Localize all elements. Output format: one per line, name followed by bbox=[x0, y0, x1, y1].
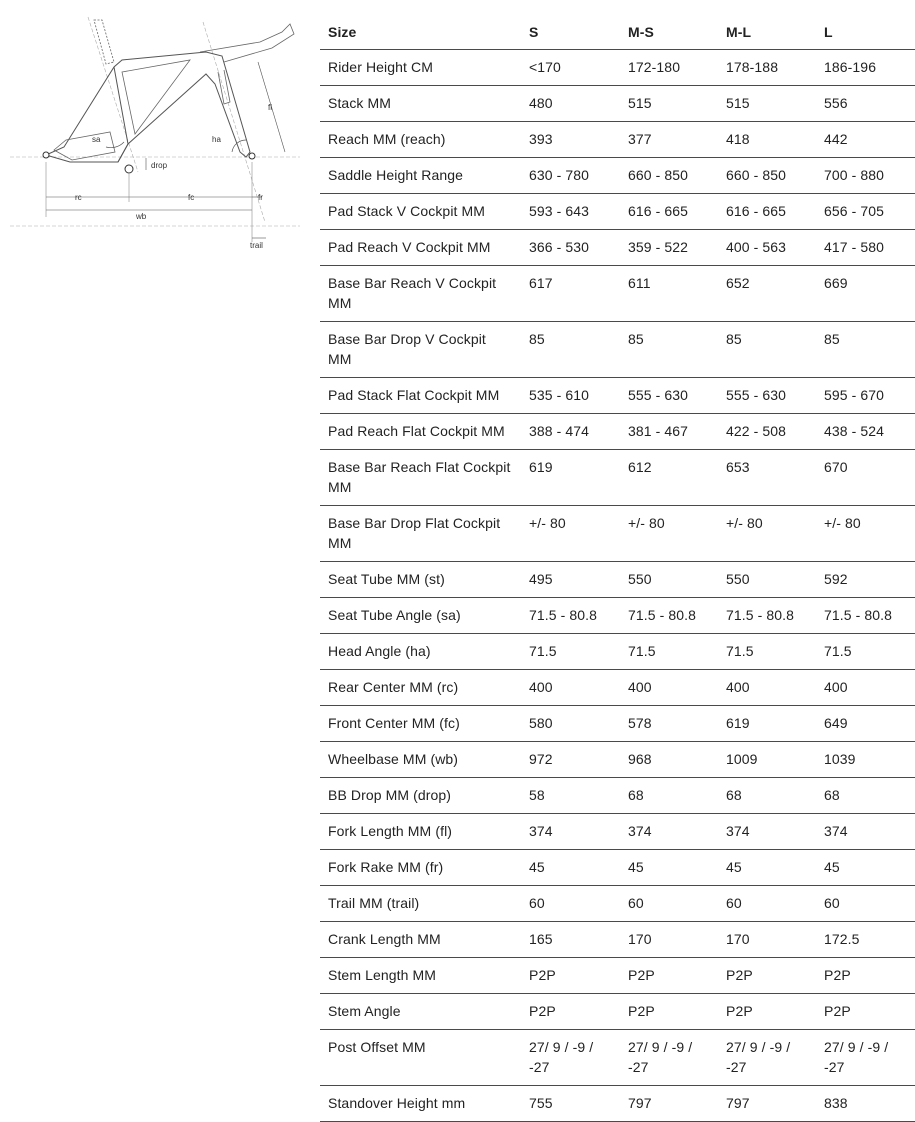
table-cell: 178-188 bbox=[718, 50, 816, 86]
table-cell: +/- 80 bbox=[620, 506, 718, 562]
table-cell: 366 - 530 bbox=[521, 230, 620, 266]
table-cell: 515 bbox=[718, 86, 816, 122]
table-cell: P2P bbox=[816, 994, 915, 1030]
steering-axis bbox=[203, 22, 265, 222]
table-cell: 71.5 - 80.8 bbox=[718, 598, 816, 634]
table-cell: 27/ 9 / -9 / -27 bbox=[620, 1030, 718, 1086]
row-label: Trail MM (trail) bbox=[320, 886, 521, 922]
table-cell: 170 bbox=[718, 922, 816, 958]
table-row bbox=[320, 194, 915, 230]
table-cell: 71.5 bbox=[521, 634, 620, 670]
table-row bbox=[320, 814, 915, 850]
table-cell: 556 bbox=[816, 86, 915, 122]
table-row bbox=[320, 230, 915, 266]
row-label: Standover Height mm bbox=[320, 1086, 521, 1122]
row-label: Saddle Height Range bbox=[320, 158, 521, 194]
row-label: Pad Reach Flat Cockpit MM bbox=[320, 414, 521, 450]
cockpit-spacer bbox=[218, 70, 230, 104]
row-label: Pad Reach V Cockpit MM bbox=[320, 230, 521, 266]
row-label: Fork Rake MM (fr) bbox=[320, 850, 521, 886]
rear-triangle-inner bbox=[54, 132, 115, 160]
table-cell: 45 bbox=[620, 850, 718, 886]
label-trail: trail bbox=[250, 241, 263, 250]
table-cell: 85 bbox=[521, 322, 620, 378]
table-cell: 374 bbox=[816, 814, 915, 850]
table-row bbox=[320, 50, 915, 86]
table-cell: 172-180 bbox=[620, 50, 718, 86]
table-cell: 400 bbox=[620, 670, 718, 706]
frame-geometry-diagram bbox=[10, 12, 300, 252]
table-row bbox=[320, 562, 915, 598]
table-cell: 422 - 508 bbox=[718, 414, 816, 450]
table-cell: 700 - 880 bbox=[816, 158, 915, 194]
table-cell: 400 bbox=[816, 670, 915, 706]
table-cell: 374 bbox=[718, 814, 816, 850]
table-cell: P2P bbox=[816, 958, 915, 994]
table-row bbox=[320, 158, 915, 194]
row-label: Base Bar Drop V Cockpit MM bbox=[320, 322, 521, 378]
table-row bbox=[320, 670, 915, 706]
label-fr: fr bbox=[258, 193, 263, 202]
header-m-s: M-S bbox=[620, 16, 718, 50]
table-cell: 797 bbox=[620, 1086, 718, 1122]
table-cell: 27/ 9 / -9 / -27 bbox=[816, 1030, 915, 1086]
table-cell: 60 bbox=[521, 886, 620, 922]
row-label: Base Bar Drop Flat Cockpit MM bbox=[320, 506, 521, 562]
table-cell: 593 - 643 bbox=[521, 194, 620, 230]
table-row bbox=[320, 958, 915, 994]
table-row bbox=[320, 266, 915, 322]
table-cell: 27/ 9 / -9 / -27 bbox=[521, 1030, 620, 1086]
row-label: Post Offset MM bbox=[320, 1030, 521, 1086]
table-row bbox=[320, 994, 915, 1030]
table-cell: 616 - 665 bbox=[620, 194, 718, 230]
table-cell: 480 bbox=[521, 86, 620, 122]
table-cell: 45 bbox=[718, 850, 816, 886]
table-cell: 400 - 563 bbox=[718, 230, 816, 266]
table-cell: P2P bbox=[718, 958, 816, 994]
table-cell: 652 bbox=[718, 266, 816, 322]
table-row bbox=[320, 634, 915, 670]
table-cell: 580 bbox=[521, 706, 620, 742]
table-cell: 45 bbox=[521, 850, 620, 886]
table-cell: +/- 80 bbox=[816, 506, 915, 562]
row-label: Head Angle (ha) bbox=[320, 634, 521, 670]
table-cell: 619 bbox=[718, 706, 816, 742]
table-cell: 755 bbox=[521, 1086, 620, 1122]
table-cell: 660 - 850 bbox=[620, 158, 718, 194]
table-cell: 388 - 474 bbox=[521, 414, 620, 450]
table-cell: 670 bbox=[816, 450, 915, 506]
table-cell: 968 bbox=[620, 742, 718, 778]
table-cell: 555 - 630 bbox=[620, 378, 718, 414]
bottom-bracket bbox=[125, 165, 133, 173]
row-label: Pad Stack V Cockpit MM bbox=[320, 194, 521, 230]
table-row bbox=[320, 598, 915, 634]
table-cell: 68 bbox=[816, 778, 915, 814]
table-cell: 400 bbox=[521, 670, 620, 706]
table-row bbox=[320, 1086, 915, 1122]
table-cell: 359 - 522 bbox=[620, 230, 718, 266]
table-cell: 58 bbox=[521, 778, 620, 814]
table-cell: 555 - 630 bbox=[718, 378, 816, 414]
table-row bbox=[320, 450, 915, 506]
table-cell: 186-196 bbox=[816, 50, 915, 86]
table-cell: 595 - 670 bbox=[816, 378, 915, 414]
table-cell: 972 bbox=[521, 742, 620, 778]
table-cell: 617 bbox=[521, 266, 620, 322]
table-cell: 60 bbox=[718, 886, 816, 922]
header-s: S bbox=[521, 16, 620, 50]
table-cell: <170 bbox=[521, 50, 620, 86]
table-cell: 495 bbox=[521, 562, 620, 598]
label-rc: rc bbox=[75, 193, 82, 202]
table-cell: 393 bbox=[521, 122, 620, 158]
table-cell: 71.5 - 80.8 bbox=[521, 598, 620, 634]
table-cell: 60 bbox=[816, 886, 915, 922]
table-row bbox=[320, 122, 915, 158]
table-cell: 165 bbox=[521, 922, 620, 958]
table-row bbox=[320, 506, 915, 562]
geometry-table bbox=[320, 16, 915, 1122]
table-cell: P2P bbox=[620, 994, 718, 1030]
table-cell: 400 bbox=[718, 670, 816, 706]
table-cell: 1009 bbox=[718, 742, 816, 778]
table-cell: 381 - 467 bbox=[620, 414, 718, 450]
frame-geometry-svg bbox=[10, 12, 300, 252]
table-cell: 442 bbox=[816, 122, 915, 158]
table-cell: 550 bbox=[620, 562, 718, 598]
table-cell: 68 bbox=[718, 778, 816, 814]
table-row bbox=[320, 322, 915, 378]
table-cell: P2P bbox=[521, 958, 620, 994]
table-cell: 619 bbox=[521, 450, 620, 506]
table-cell: 60 bbox=[620, 886, 718, 922]
table-row bbox=[320, 850, 915, 886]
table-cell: 71.5 bbox=[816, 634, 915, 670]
table-row bbox=[320, 742, 915, 778]
table-row bbox=[320, 86, 915, 122]
row-label: Rear Center MM (rc) bbox=[320, 670, 521, 706]
row-label: Pad Stack Flat Cockpit MM bbox=[320, 378, 521, 414]
table-cell: 85 bbox=[816, 322, 915, 378]
row-label: Seat Tube MM (st) bbox=[320, 562, 521, 598]
table-cell: 616 - 665 bbox=[718, 194, 816, 230]
table-row bbox=[320, 378, 915, 414]
seat-tube bbox=[114, 67, 128, 162]
table-header-row bbox=[320, 16, 915, 50]
table-cell: 85 bbox=[718, 322, 816, 378]
table-cell: 71.5 bbox=[718, 634, 816, 670]
table-cell: 71.5 bbox=[620, 634, 718, 670]
table-cell: 374 bbox=[521, 814, 620, 850]
table-cell: 838 bbox=[816, 1086, 915, 1122]
row-label: Base Bar Reach Flat Cockpit MM bbox=[320, 450, 521, 506]
row-label: Fork Length MM (fl) bbox=[320, 814, 521, 850]
table-cell: 797 bbox=[718, 1086, 816, 1122]
label-sa: sa bbox=[92, 135, 101, 144]
table-cell: P2P bbox=[620, 958, 718, 994]
table-row bbox=[320, 778, 915, 814]
row-label: Stem Length MM bbox=[320, 958, 521, 994]
label-wb: wb bbox=[136, 212, 147, 221]
table-cell: 660 - 850 bbox=[718, 158, 816, 194]
header-m-l: M-L bbox=[718, 16, 816, 50]
table-cell: 172.5 bbox=[816, 922, 915, 958]
row-label: Base Bar Reach V Cockpit MM bbox=[320, 266, 521, 322]
row-label: Reach MM (reach) bbox=[320, 122, 521, 158]
table-cell: 71.5 - 80.8 bbox=[620, 598, 718, 634]
table-cell: P2P bbox=[521, 994, 620, 1030]
table-cell: 418 bbox=[718, 122, 816, 158]
header-size: Size bbox=[320, 16, 521, 50]
seat-post bbox=[94, 20, 114, 64]
table-body bbox=[320, 50, 915, 1122]
table-cell: +/- 80 bbox=[718, 506, 816, 562]
label-ha: ha bbox=[212, 135, 221, 144]
table-cell: 68 bbox=[620, 778, 718, 814]
row-label: Stack MM bbox=[320, 86, 521, 122]
table-cell: 85 bbox=[620, 322, 718, 378]
table-cell: 611 bbox=[620, 266, 718, 322]
table-cell: 374 bbox=[620, 814, 718, 850]
rear-axle bbox=[43, 152, 49, 158]
row-label: Stem Angle bbox=[320, 994, 521, 1030]
table-cell: 438 - 524 bbox=[816, 414, 915, 450]
label-fc: fc bbox=[188, 193, 195, 202]
table-cell: 417 - 580 bbox=[816, 230, 915, 266]
row-label: Crank Length MM bbox=[320, 922, 521, 958]
table-cell: P2P bbox=[718, 994, 816, 1030]
table-cell: 578 bbox=[620, 706, 718, 742]
table-cell: 535 - 610 bbox=[521, 378, 620, 414]
table-cell: 45 bbox=[816, 850, 915, 886]
aerobar bbox=[200, 24, 294, 62]
table-cell: 649 bbox=[816, 706, 915, 742]
table-cell: 592 bbox=[816, 562, 915, 598]
seat-tube-axis bbox=[88, 17, 138, 172]
table-cell: 515 bbox=[620, 86, 718, 122]
table-row bbox=[320, 706, 915, 742]
table-cell: 550 bbox=[718, 562, 816, 598]
row-label: Wheelbase MM (wb) bbox=[320, 742, 521, 778]
table-cell: 612 bbox=[620, 450, 718, 506]
table-cell: 656 - 705 bbox=[816, 194, 915, 230]
row-label: Rider Height CM bbox=[320, 50, 521, 86]
table-row bbox=[320, 414, 915, 450]
table-cell: 630 - 780 bbox=[521, 158, 620, 194]
table-row bbox=[320, 922, 915, 958]
label-drop: drop bbox=[151, 161, 168, 170]
front-axle bbox=[249, 153, 255, 159]
row-label: Seat Tube Angle (sa) bbox=[320, 598, 521, 634]
table-cell: 170 bbox=[620, 922, 718, 958]
table-cell: 377 bbox=[620, 122, 718, 158]
header-l: L bbox=[816, 16, 915, 50]
table-cell: 1039 bbox=[816, 742, 915, 778]
table-row bbox=[320, 886, 915, 922]
seat-angle-arc bbox=[106, 142, 124, 148]
row-label: Front Center MM (fc) bbox=[320, 706, 521, 742]
table-cell: 71.5 - 80.8 bbox=[816, 598, 915, 634]
table-cell: +/- 80 bbox=[521, 506, 620, 562]
row-label: BB Drop MM (drop) bbox=[320, 778, 521, 814]
frame-outline bbox=[46, 52, 250, 162]
table-row bbox=[320, 1030, 915, 1086]
table-cell: 27/ 9 / -9 / -27 bbox=[718, 1030, 816, 1086]
label-fl: fl bbox=[268, 103, 272, 112]
table-cell: 653 bbox=[718, 450, 816, 506]
table-cell: 669 bbox=[816, 266, 915, 322]
